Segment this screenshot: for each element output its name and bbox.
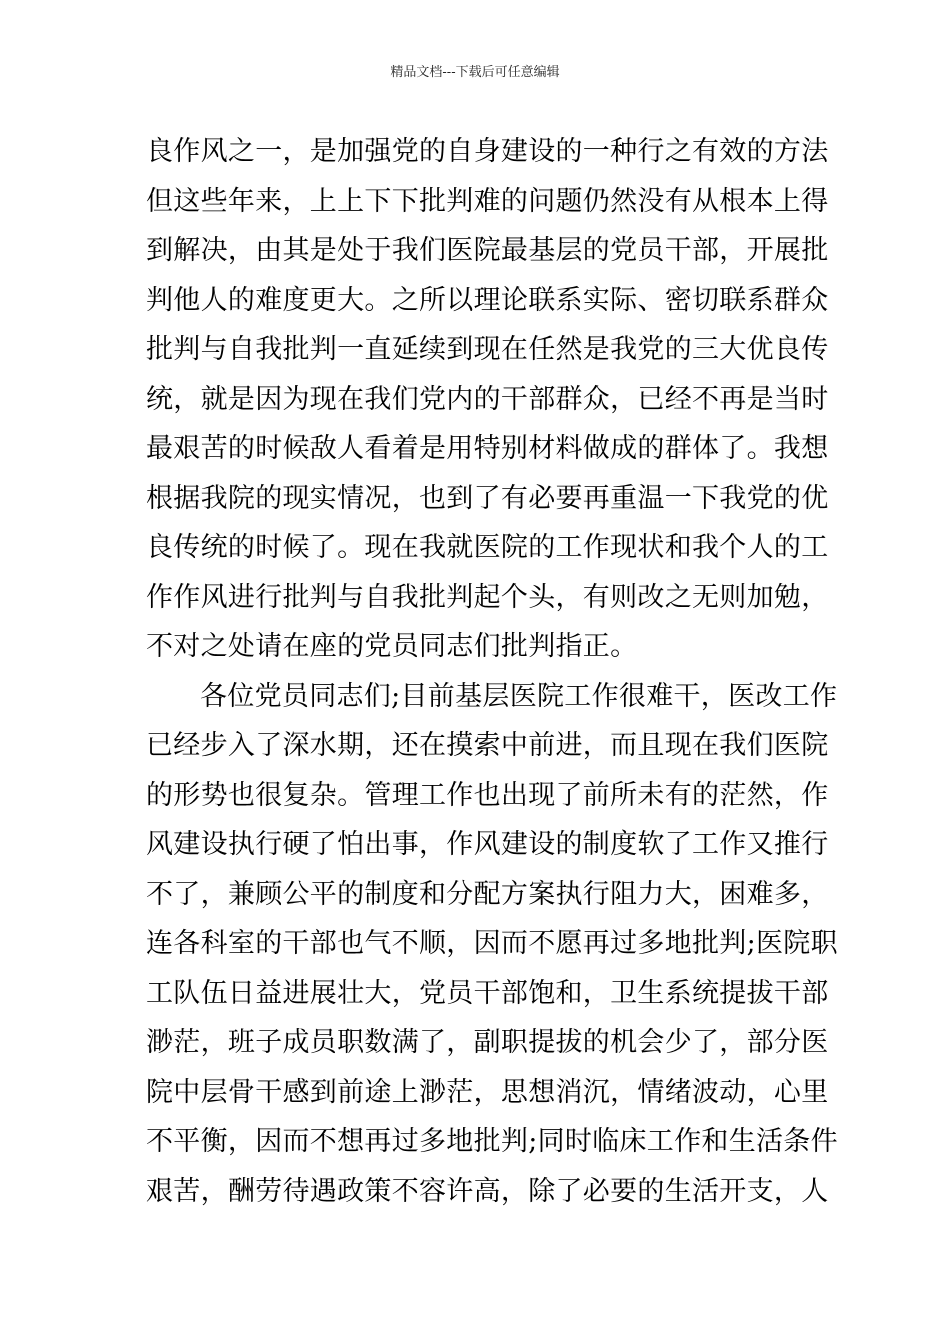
text-line: 连各科室的干部也气不顺，因而不愿再过多地批判;医院职 (146, 928, 838, 959)
paragraph-start-line: 各位党员同志们;目前基层医院工作很难干，医改工作 (200, 680, 838, 712)
text-line: 艰苦，酬劳待遇政策不容许高，除了必要的生活开支，人 (146, 1175, 829, 1207)
text-line: 已经步入了深水期，还在摸索中前进，而且现在我们医院 (146, 730, 829, 761)
text-line: 良作风之一，是加强党的自身建设的一种行之有效的方法 (146, 136, 829, 167)
text-line: 作作风进行批判与自我批判起个头，有则改之无则加勉， (146, 581, 829, 613)
text-line: 到解决，由其是处于我们医院最基层的党员干部，开展批 (146, 235, 829, 266)
text-line: 风建设执行硬了怕出事，作风建设的制度软了工作又推行 (146, 829, 829, 860)
text-line: 判他人的难度更大。之所以理论联系实际、密切联系群众 (146, 284, 829, 316)
text-line: 院中层骨干感到前途上渺茫，思想消沉，情绪波动，心里 (146, 1076, 829, 1108)
text-line: 根据我院的现实情况，也到了有必要再重温一下我党的优 (146, 482, 829, 514)
text-line: 工队伍日益进展壮大，党员干部饱和，卫生系统提拔干部 (146, 977, 829, 1009)
text-line: 最艰苦的时候敌人看着是用特别材料做成的群体了。我想 (146, 433, 829, 464)
text-line: 不了，兼顾公平的制度和分配方案执行阻力大，困难多， (146, 878, 829, 910)
text-line: 统，就是因为现在我们党内的干部群众，已经不再是当时 (146, 383, 829, 415)
text-line: 但这些年来，上上下下批判难的问题仍然没有从根本上得 (146, 185, 829, 217)
document-body (146, 127, 838, 1216)
text-line: 批判与自我批判一直延续到现在任然是我党的三大优良传 (146, 334, 829, 365)
page-header: 精品文档---下载后可任意编辑 (390, 65, 560, 80)
text-line: 不对之处请在座的党员同志们批判指正。 (146, 631, 638, 662)
text-line: 不平衡，因而不想再过多地批判;同时临床工作和生活条件 (146, 1126, 838, 1157)
text-line: 的形势也很复杂。管理工作也出现了前所未有的茫然，作 (146, 779, 829, 811)
text-line: 渺茫，班子成员职数满了，副职提拔的机会少了，部分医 (146, 1027, 829, 1058)
text-line: 良传统的时候了。现在我就医院的工作现状和我个人的工 (146, 532, 829, 563)
